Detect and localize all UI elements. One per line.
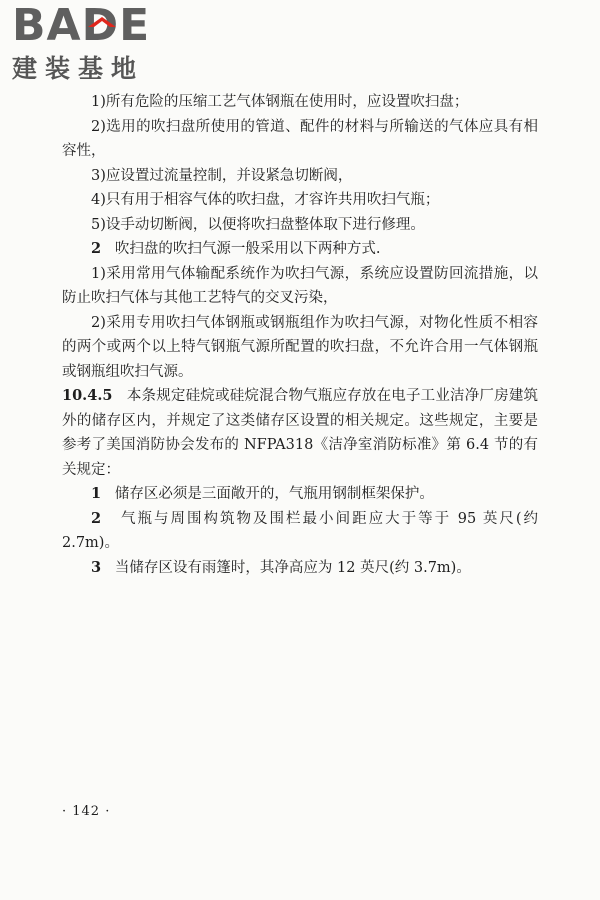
numbered-item: 3 当储存区设有雨篷时，其净高应为 12 英尺(约 3.7m)。 <box>91 558 471 576</box>
section-number: 10.4.5 <box>62 387 113 404</box>
list-item: 5)设手动切断阀，以便将吹扫盘整体取下进行修理。 <box>91 216 425 233</box>
item-number: 2 <box>91 240 102 257</box>
list-item: 1)所有危险的压缩工艺气体钢瓶在使用时，应设置吹扫盘； <box>91 94 469 110</box>
logo-accent-icon <box>82 17 122 27</box>
list-item: 1)采用常用气体输配系统作为吹扫气源，系统应设置防回流措施，以防止吹扫气体与其他工艺特气的交叉污染， <box>62 265 538 306</box>
list-item: 4)只有用于相容气体的吹扫盘，才容许共用吹扫气瓶； <box>91 192 440 208</box>
page-number: · 142 · <box>62 804 111 819</box>
item-number: 3 <box>91 558 102 576</box>
logo-wordmark: BADE <box>12 0 151 51</box>
numbered-item: 2 气瓶与周围构筑物及围栏最小间距应大于等于 95 英尺(约 2.7m)。 <box>62 509 539 551</box>
list-item: 2)选用的吹扫盘所使用的管道、配件的材料与所输送的气体应具有相容性， <box>62 118 538 159</box>
list-item: 3)应设置过流量控制，并设紧急切断阀， <box>91 167 353 184</box>
numbered-item: 1 储存区必须是三面敞开的，气瓶用钢制框架保护。 <box>91 485 434 502</box>
numbered-item: 2 吹扫盘的吹扫气源一般采用以下两种方式. <box>91 240 381 257</box>
logo-subtitle: 建装基地 <box>12 54 145 83</box>
item-number: 2 <box>91 509 102 527</box>
section-paragraph: 10.4.5 本条规定硅烷或硅烷混合物气瓶应存放在电子工业洁净厂房建筑外的储存区内，并规定了这类储存区设置的相关规定。这些规定，主要是参考了美国消防协会发布的 NFPA318《洁净室消防标准》第 6.4 节的有关规定： <box>62 387 539 478</box>
list-item: 2)采用专用吹扫气体钢瓶或钢瓶组作为吹扫气源，对物化性质不相容的两个或两个以上特气钢瓶气源所配置的吹扫盘，不允许合用一气体钢瓶或钢瓶组吹扫气源。 <box>62 314 538 380</box>
bade-logo <box>12 0 177 84</box>
page-body <box>62 90 538 580</box>
item-number: 1 <box>91 485 102 502</box>
